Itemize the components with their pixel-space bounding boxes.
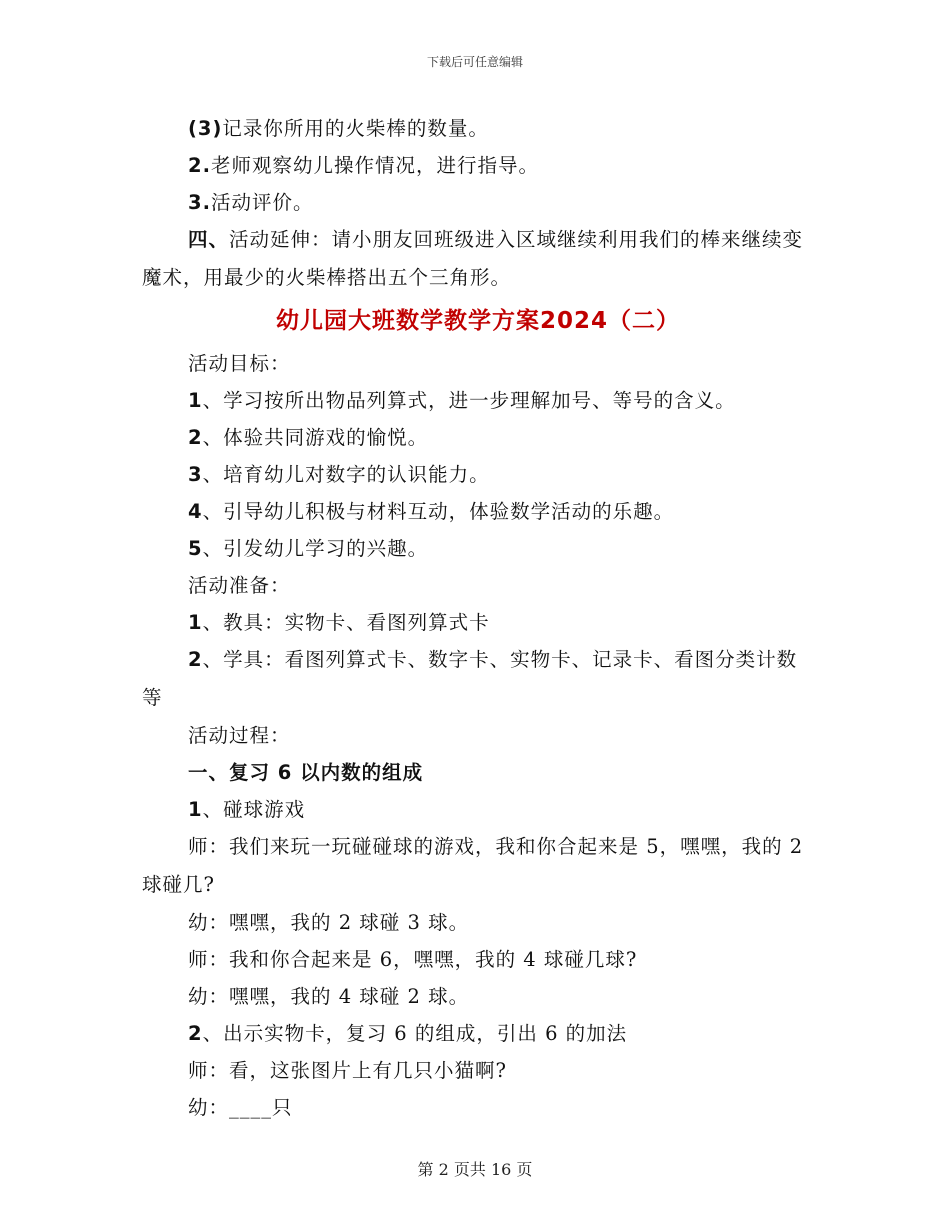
dialog-line: 幼：____只: [188, 1096, 293, 1119]
step-number: 3.: [188, 191, 211, 214]
prep-item: [142, 604, 814, 641]
sub-step-text: 、碰球游戏: [202, 798, 306, 821]
goal-item: [142, 493, 814, 530]
goal-number: 5: [188, 537, 203, 560]
prep-text: 、学具：看图列算式卡、数字卡、实物卡、记录卡、看图分类计数等: [142, 648, 798, 709]
goal-text: 、学习按所出物品列算式，进一步理解加号、等号的含义。: [202, 389, 736, 412]
step-number: (3): [188, 117, 223, 140]
activity-extension: [142, 221, 814, 297]
goal-text: 、引导幼儿积极与材料互动，体验数学活动的乐趣。: [202, 500, 675, 523]
extension-label: 四、: [188, 228, 230, 251]
step-text: 活动评价。: [210, 191, 314, 214]
goal-item: [142, 419, 814, 456]
dialog-line: 师：看，这张图片上有几只小猫啊?: [188, 1059, 507, 1082]
goal-number: 4: [188, 500, 203, 523]
process-heading: 活动过程：: [188, 724, 291, 747]
goals-heading: 活动目标：: [188, 352, 291, 375]
document-body: [142, 110, 814, 1126]
goal-number: 1: [188, 389, 203, 412]
sub-step: [142, 1015, 814, 1052]
goal-item: [142, 382, 814, 419]
extension-text: 活动延伸：请小朋友回班级进入区域继续利用我们的棒来继续变魔术，用最少的火柴棒搭出五个三角形。: [142, 228, 804, 289]
goal-item: [142, 456, 814, 493]
page-header: 下载后可任意编辑: [426, 55, 523, 69]
dialog-line: 师：我和你合起来是 6，嘿嘿，我的 4 球碰几球?: [188, 948, 638, 971]
dialog-line: 幼：嘿嘿，我的 2 球碰 3 球。: [188, 911, 470, 934]
section-title: 幼儿园大班数学教学方案2024（二）: [275, 308, 680, 334]
goal-text: 、培育幼儿对数字的认识能力。: [202, 463, 490, 486]
sub-step-text: 、出示实物卡，复习 6 的组成，引出 6 的加法: [202, 1022, 628, 1045]
goal-number: 3: [188, 463, 203, 486]
prep-item: [142, 641, 814, 717]
prep-heading: 活动准备：: [188, 574, 291, 597]
step-text: 记录你所用的火柴棒的数量。: [222, 117, 489, 140]
sub-step: [142, 791, 814, 828]
goal-text: 、体验共同游戏的愉悦。: [202, 426, 429, 449]
goal-number: 2: [188, 426, 203, 449]
step-text: 老师观察幼儿操作情况，进行指导。: [210, 154, 539, 177]
dialog-line: 师：我们来玩一玩碰碰球的游戏，我和你合起来是 5，嘿嘿，我的 2 球碰几?: [142, 835, 804, 896]
step-record: [142, 110, 814, 147]
goal-item: [142, 530, 814, 567]
prep-number: 1: [188, 611, 203, 634]
prep-number: 2: [188, 648, 203, 671]
step-observe: [142, 147, 814, 184]
prep-text: 、教具：实物卡、看图列算式卡: [202, 611, 490, 634]
step-number: 2.: [188, 154, 211, 177]
sub-step-number: 2: [188, 1022, 203, 1045]
sub-step-number: 1: [188, 798, 203, 821]
goal-text: 、引发幼儿学习的兴趣。: [202, 537, 429, 560]
step-evaluate: [142, 184, 814, 221]
dialog-line: 幼：嘿嘿，我的 4 球碰 2 球。: [188, 985, 470, 1008]
process-section-heading: 一、复习 6 以内数的组成: [188, 761, 424, 784]
page-footer: 第 2 页共 16 页: [417, 1160, 533, 1179]
